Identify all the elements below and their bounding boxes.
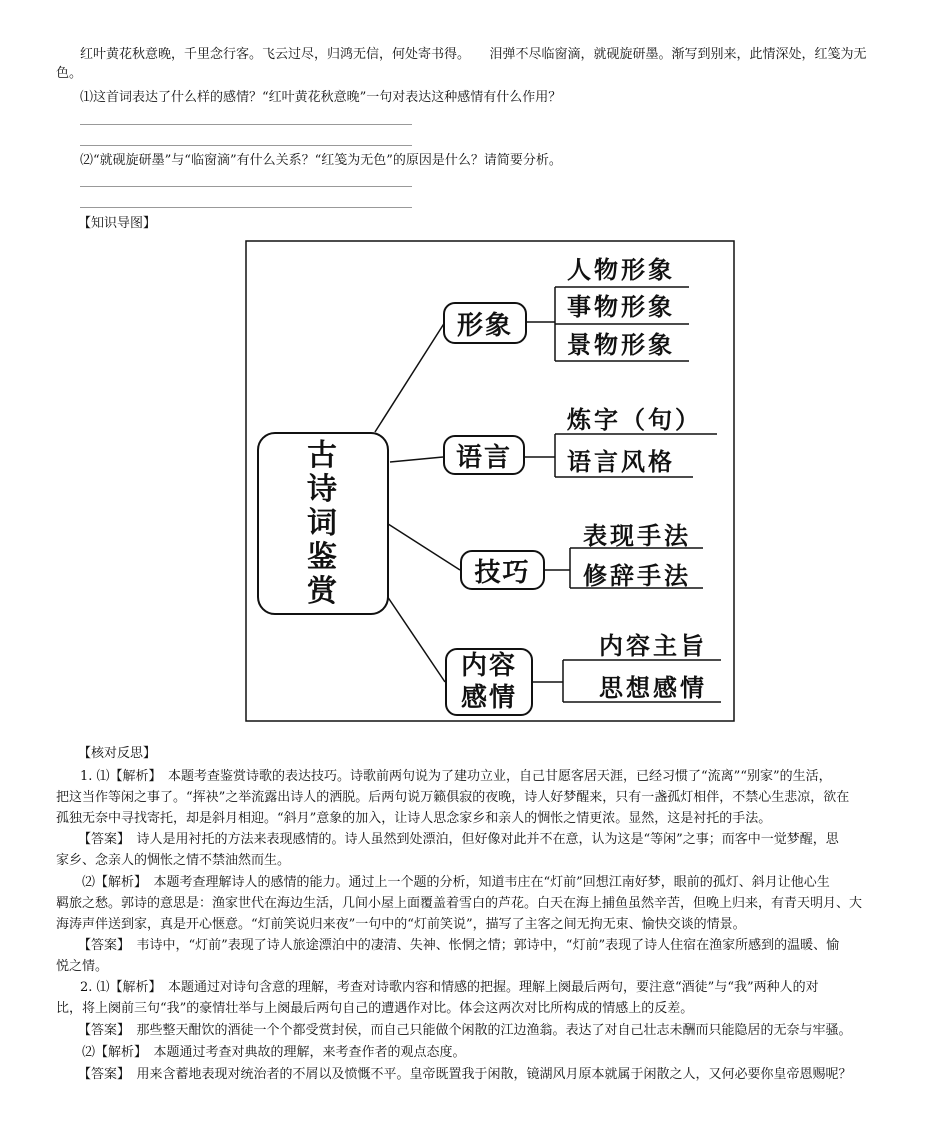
answer-1-1: 【答案】 诗人是用衬托的方法来表现感情的。诗人虽然到处漂泊，但好像对此并不在意，认为这是“等闲”之事；而客中一觉梦醒，思 (78, 832, 839, 847)
answer-line[interactable] (80, 207, 412, 208)
edge-root-n4 (383, 590, 445, 682)
answer-line[interactable] (80, 186, 412, 187)
root-char: 古 (307, 437, 339, 473)
answer-1-2: 【答案】 韦诗中，“灯前”表现了诗人旅途漂泊中的凄清、失神、怅惘之情；郭诗中，“灯前”表现了诗人住宿在渔家所感到的温暖、愉 (78, 938, 840, 953)
root-node (257, 432, 389, 615)
leaf-scene-image: 景物形象 (567, 331, 675, 359)
node-technique: 技巧 (460, 550, 545, 590)
analysis-2-2: ⑵【解析】 本题通过考查对典故的理解，来考查作者的观点态度。 (82, 1045, 466, 1060)
root-char: 鉴 (307, 539, 339, 575)
root-char: 诗 (307, 471, 339, 507)
analysis-1-2: ⑵【解析】 本题考查理解诗人的感情的能力。通过上一个题的分析，知道韦庄在“灯前”回想江南好梦，眼前的孤灯、斜月让他心生 (82, 875, 830, 890)
leaf-thoughts-feelings: 思想感情 (599, 674, 707, 702)
analysis-1-2: 羁旅之愁。郭诗的意思是：渔家世代在海边生活，几间小屋上面覆盖着雪白的芦花。白天在海上捕鱼虽然辛苦，但晚上归来，有青天明月、大 (56, 896, 863, 911)
analysis-1-2: 海涛声伴送到家，真是开心惬意。“灯前笑说归来夜”一句中的“灯前笑说”，描写了主客之间无拘无束、愉快交谈的情景。 (56, 917, 746, 932)
leaf-language-style: 语言风格 (567, 448, 675, 476)
review-heading: 【核对反思】 (78, 746, 157, 761)
question-2: ⑵“就砚旋研墨”与“临窗滴”有什么关系？“红笺为无色”的原因是什么？请简要分析。 (80, 153, 562, 168)
knowledge-mindmap (245, 240, 735, 722)
answer-line[interactable] (80, 124, 412, 125)
edge-root-n3 (385, 522, 460, 570)
node-language: 语言 (443, 435, 525, 475)
answer-2-1: 【答案】 那些整天酣饮的酒徒一个个都受赏封侯，而自己只能做个闲散的江边渔翁。表达了对自己壮志未酬而只能隐居的无奈与牢骚。 (78, 1023, 852, 1038)
poem-line-2: 色。 (56, 66, 83, 81)
leaf-rhetoric-technique: 修辞手法 (583, 562, 691, 590)
leaf-character-image: 人物形象 (567, 256, 675, 284)
edge-root-n1 (375, 322, 445, 432)
root-char: 赏 (307, 573, 339, 609)
mindmap-heading: 【知识导图】 (78, 216, 157, 231)
answer-1-2: 悦之情。 (56, 959, 109, 974)
answer-line[interactable] (80, 145, 412, 146)
leaf-content-theme: 内容主旨 (599, 632, 707, 660)
analysis-1-1: 孤独无奈中寻找寄托，却是斜月相迎。“斜月”意象的加入，让诗人思念家乡和亲人的惆怅之情更浓。显然，这是衬托的手法。 (56, 811, 772, 826)
node-emotion-label: 感情 (460, 683, 517, 713)
edge-root-n2 (390, 457, 443, 462)
root-char: 词 (307, 505, 339, 541)
leaf-expression-technique: 表现手法 (583, 522, 691, 550)
answer-2-2: 【答案】 用来含蓄地表现对统治者的不屑以及愤慨不平。皇帝既置我于闲散，镜湖风月原本就属于闲散之人，又何必要你皇帝恩赐呢？ (78, 1067, 852, 1082)
answer-1-1: 家乡、念亲人的惆怅之情不禁油然而生。 (56, 853, 291, 868)
question-1: ⑴这首词表达了什么样的感情？“红叶黄花秋意晚”一句对表达这种感情有什么作用？ (80, 90, 562, 105)
leaf-word-refining: 炼字（句） (567, 406, 702, 434)
analysis-1-1: 1. ⑴【解析】 本题考查鉴赏诗歌的表达技巧。诗歌前两句说为了建功立业，自己甘愿客居天涯，已经习惯了“流离”“别家”的生活， (80, 769, 832, 784)
leaf-object-image: 事物形象 (567, 293, 675, 321)
analysis-1-1: 把这当作等闲之事了。“挥袂”之举流露出诗人的洒脱。后两句说万籁俱寂的夜晚，诗人好梦醒来，只有一盏孤灯相伴，不禁心生悲凉，欲在 (56, 790, 850, 805)
node-content-emotion (445, 648, 533, 716)
node-image: 形象 (443, 302, 527, 344)
analysis-2-1: 比，将上阕前三句“我”的豪情壮举与上阕最后两句自己的遭遇作对比。体会这两次对比所构成的情感上的反差。 (56, 1001, 694, 1016)
analysis-2-1: 2. ⑴【解析】 本题通过对诗句含意的理解，考查对诗歌内容和情感的把握。理解上阕最后两句，要注意“酒徒”与“我”两种人的对 (80, 980, 819, 995)
node-content-label: 内容 (460, 651, 517, 681)
poem-line-1: 红叶黄花秋意晚，千里念行客。飞云过尽，归鸿无信，何处寄书得。 泪弹不尽临窗滴，就砚旋研墨。渐写到别来，此情深处，红笺为无 (80, 47, 867, 62)
